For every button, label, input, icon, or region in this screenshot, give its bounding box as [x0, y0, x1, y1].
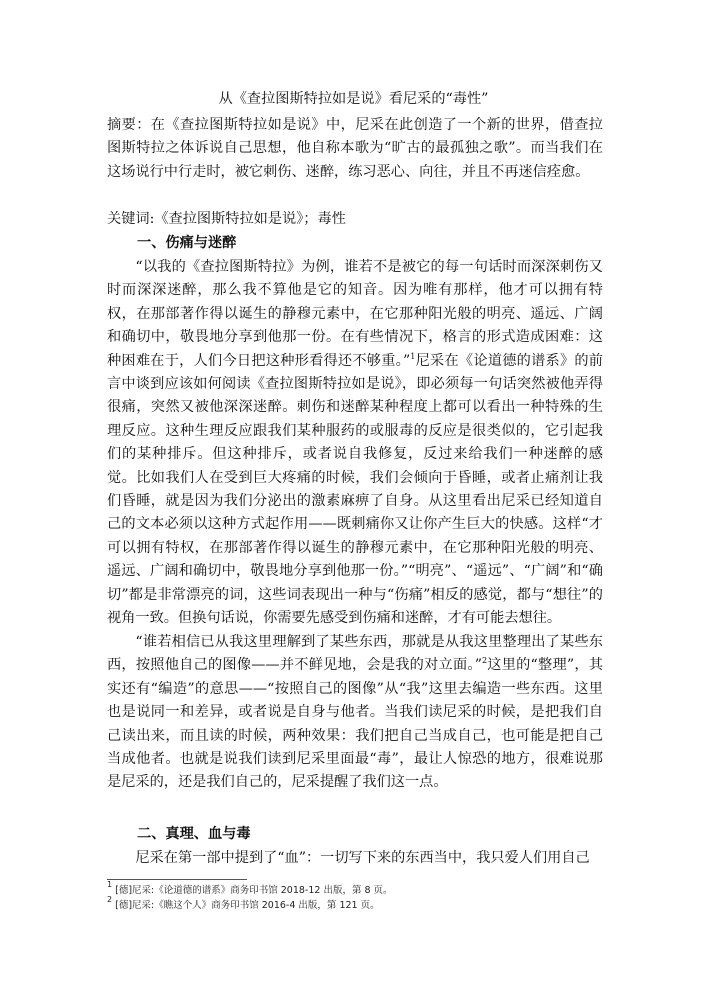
footnote-divider: [107, 879, 247, 880]
section-heading-1: 一、伤痛与迷醉: [137, 235, 237, 251]
footnote-mark: 2: [107, 895, 113, 904]
document-title: 从《查拉图斯特拉如是说》看尼采的“毒性”: [218, 91, 489, 107]
paragraph-text: 这里的“整理”，其实还有“编造”的意思——“按照自己的图像”从“我”这里去编造一些东西。这里也是说同一和差异，或者说是自身与他者。当我们读尼采的时候，是把我们自己读出来，而且读的时候，两种效果：我们把自己当成自己，也可能是把自己当成他者。也就是说我们读到尼采里面最“毒”，最让人惊恐的地方，很难说那是尼采的，还是我们自己的，尼采提醒了我们这一点。: [107, 657, 603, 791]
body-paragraph: [107, 631, 603, 795]
footnote-text: [德]尼采:《瞧这个人》商务印书馆 2016-4 出版，第 121 页。: [115, 900, 380, 911]
abstract-paragraph: 摘要：在《查拉图斯特拉如是说》中，尼采在此创造了一个新的世界，借查拉图斯特拉之体诉说自己思想，他自称本歌为“旷古的最孤独之歌”。而当我们在这场说行中行走时，被它刺伤、迷醉，练习恶心、向往，并且不再迷信痊愈。: [107, 117, 603, 180]
keywords-line: 关键词:《查拉图斯特拉如是说》；毒性: [107, 211, 346, 227]
footnote-ref-1[interactable]: 1: [410, 351, 416, 361]
paragraph-text: 尼采在《论道德的谱系》的前言中谈到应该如何阅读《查拉图斯特拉如是说》，即必须每一句话突然被他弄得很痛，突然又被他深深迷醉。刺伤和迷醉某种程度上都可以看出一种特殊的生理反应。这种生理反应跟我们某种服药的或服毒的反应是很类似的，它引起我们的某种排斥。但这种排斥，或者说自我修复，反过来给我们一种迷醉的感觉。比如我们人在受到巨大疼痛的时候，我们会倾向于昏睡，或者止痛剂让我们昏睡，就是因为我们分泌出的激素麻痹了自身。从这里看出尼采已经知道自己的文本必须以这种方式起作用——既刺痛你又让你产生巨大的快感。这样“才可以拥有特权，在那部著作得以诞生的静穆元素中，在它那种阳光般的明亮、遥远、广阔和确切中，敬畏地分享到他那一份。”“明亮”、“遥远”、“广阔”和“确切”都是非常漂亮的词，这些词表现出一种与“伤痛”相反的感觉，都与“想往”的视角一致。但换句话说，你需要先感受到伤痛和迷醉，才有可能去想往。: [107, 352, 603, 627]
quote-text: “谁若相信已从我这里理解到了某些东西，那就是从我这里整理出了某些东西，按照他自己的图像——并不鲜见地，会是我的对立面。”: [107, 634, 603, 674]
footnote-mark: 1: [107, 880, 113, 889]
footnote-2: [107, 895, 380, 912]
body-paragraph: [107, 256, 603, 631]
quote-text: “以我的《查拉图斯特拉》为例，谁若不是被它的每一句话时而深深刺伤又时而深深迷醉，那么我不算他是它的知音。因为唯有那样，他才可以拥有特权，在那部著作得以诞生的静穆元素中，在它那种阳光般的明亮、遥远、广阔和确切中，敬畏地分享到他那一份。在有些情况下，格言的形式造成困难：这种困难在于，人们今日把这种形看得还不够重。”: [107, 259, 603, 369]
footnote-1: [107, 880, 393, 897]
body-paragraph: 尼采在第一部中提到了“血”：一切写下来的东西当中，我只爱人们用自己: [135, 850, 590, 866]
footnote-ref-2[interactable]: 2: [481, 656, 488, 666]
footnote-text: [德]尼采:《论道德的谱系》商务印书馆 2018-12 出版，第 8 页。: [115, 885, 393, 896]
section-heading-2: 二、真理、血与毒: [137, 826, 251, 842]
